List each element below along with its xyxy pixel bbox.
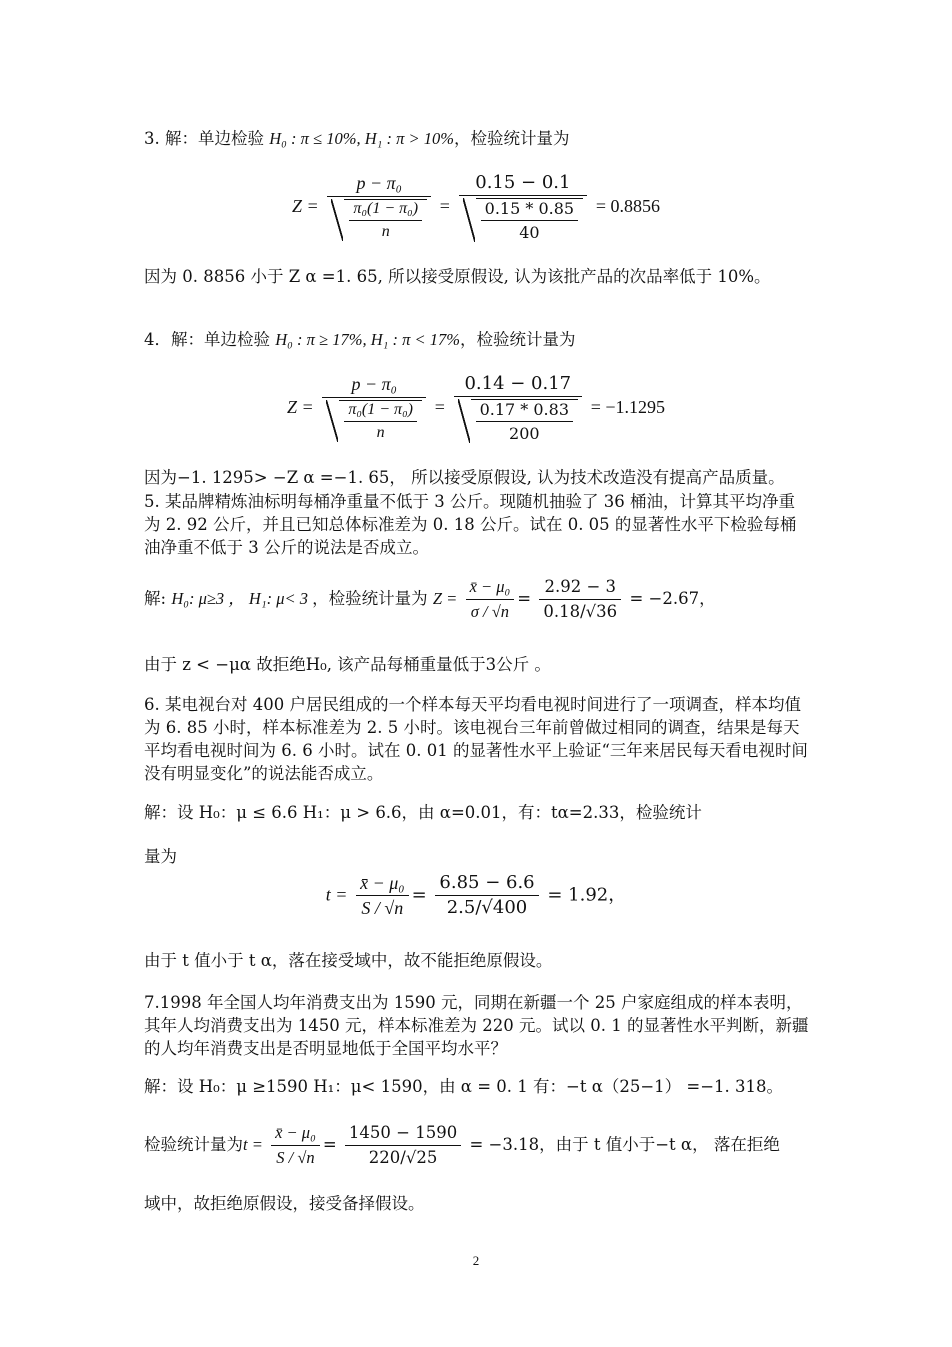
- q4-statement: 4．解：单边检验 H₀ : π ≥ 17%, H₁ : π < 17%，检验统计量为: [144, 330, 576, 349]
- q7-solution: 解：设 H₀：μ ≥1590 H₁：μ< 1590，由 α = 0. 1 有：−t α（25−1） =−1. 318。: [144, 1077, 784, 1096]
- q6-solution-cont: 量为: [144, 847, 177, 866]
- q3-statement: 3. 解：单边检验 H₀ : π ≤ 10%, H₁ : π > 10%，检验统计量为: [144, 129, 570, 148]
- q6-conclusion: 由于 t 值小于 t α，落在接受域中，故不能拒绝原假设。: [144, 951, 553, 970]
- q5-conclusion: 由于 z < −μα 故拒绝H₀, 该产品每桶重量低于3公斤 。: [144, 655, 551, 674]
- q6-solution: 解：设 H₀：μ ≤ 6.6 H₁：μ > 6.6，由 α=0.01，有：tα=2.33，检验统计: [144, 803, 702, 822]
- q7-statistic: 检验统计量为t = $\frac{\text{x̄ − μ₀}}{S / √n}$ = $\frac{1450 - 1590}{220/√25}$ = −3.18，由于 t 值小于−t α， 落在拒绝: [144, 1123, 780, 1167]
- q7-problem: 7.1998 年全国人均年消费支出为 1590 元，同期在新疆一个 25 户家庭组成的样本表明，其年人均消费支出为 1450 元，样本标准差为 220 元。试以 0. 1 的显著性水平判断，新疆的人均年消费支出是否明显地低于全国平均水平？: [144, 993, 809, 1058]
- q3-hypothesis: H₀ : π ≤ 10%, H₁ : π > 10%: [269, 129, 454, 148]
- q4-formula: Z = $\frac{\text{p − π₀}}{\frac{\text{π₀(1 − π₀)}}{n}}$ = $\frac{0.14 - 0.17}{\frac{0.17 * 0.83}{200}}$ = −1.1295: [286, 373, 666, 443]
- q6-formula: t = $\frac{\text{x̄ − μ₀}}{S / √n}$ = $\frac{6.85 - 6.6}{2.5/√400}$ = 1.92，: [325, 872, 627, 918]
- q7-conclusion: 域中，故拒绝原假设，接受备择假设。: [144, 1194, 425, 1213]
- q6-problem: 6. 某电视台对 400 户居民组成的一个样本每天平均看电视时间进行了一项调查，样本均值为 6. 85 小时，样本标准差为 2. 5 小时。该电视台三年前曾做过相同的调查，结果是每天平均看电视时间为 6. 6 小时。试在 0. 01 的显著性水平上验证“三年来居民每天看电视时间没有明显变化”的说法能否成立。: [144, 695, 808, 783]
- q4-hypothesis: H₀ : π ≥ 17%, H₁ : π < 17%: [275, 330, 461, 349]
- q3-conclusion: 因为 0. 8856 小于 Z α =1. 65, 所以接受原假设, 认为该批产品的次品率低于 10%。: [144, 267, 771, 286]
- q5-solution: 解: H₀: μ≥3 ， H₁: μ< 3 ，检验统计量为 Z = $\frac{\text{x̄ − μ₀}}{\sigma / √n}$ = $\frac{2.92 - 3}{0.18/√36}$ = −2.67，: [144, 577, 716, 621]
- page-number: 2: [472, 1253, 480, 1268]
- q5-problem: 5. 某品牌精炼油标明每桶净重量不低于 3 公斤。现随机抽验了 36 桶油，计算其平均净重为 2. 92 公斤，并且已知总体标准差为 0. 18 公斤。试在 0. 05 的显著性水平下检验每桶油净重不低于 3 公斤的说法是否成立。: [144, 492, 797, 557]
- q4-conclusion: 因为−1. 1295> −Z α =−1. 65， 所以接受原假设, 认为技术改造没有提高产品质量。: [144, 468, 785, 487]
- q3-formula: Z = $\frac{\text{p − π₀}}{\frac{\text{π₀(1 − π₀)}}{n}}$ = $\frac{0.15 - 0.1}{\frac{0.15 * 0.85}{40}}$ = 0.8856: [292, 172, 660, 242]
